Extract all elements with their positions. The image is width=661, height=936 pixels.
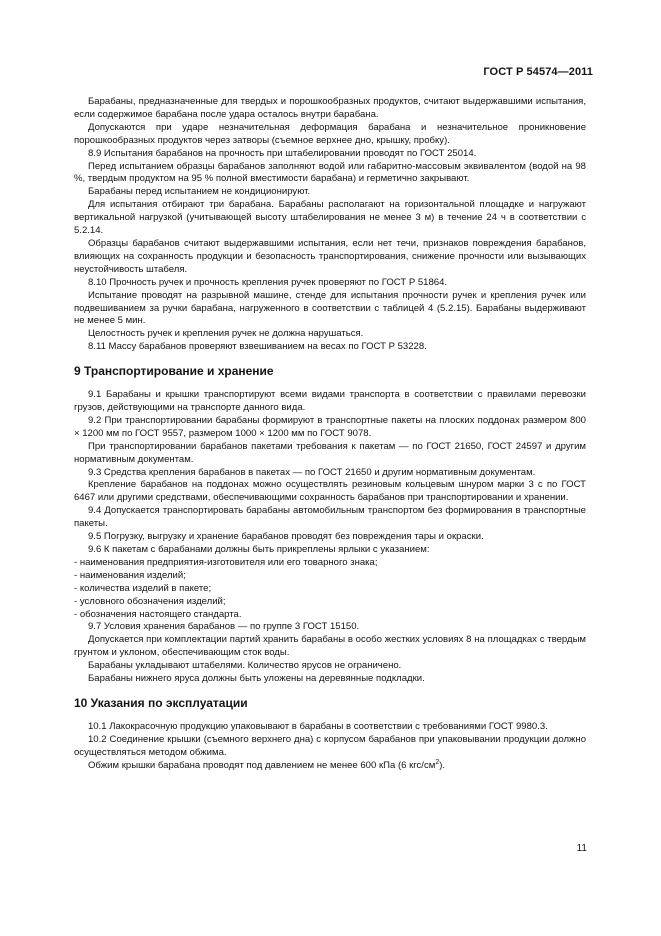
paragraph: 9.7 Условия хранения барабанов — по группе 3 ГОСТ 15150. bbox=[88, 621, 360, 633]
section-9-heading: 9 Транспортирование и хранение bbox=[74, 364, 274, 379]
paragraph: Перед испытанием образцы барабанов заполняют водой или габаритно-массовым эквивалентом (водой на 98 %, твердым продуктом на 95 % полной вместимости барабана) и герметично закрывают. bbox=[74, 160, 586, 185]
paragraph: 9.1 Барабаны и крышки транспортируют всеми видами транспорта в соответствии с правилами перевозки грузов, действующими на транспорте данного вида. bbox=[74, 389, 586, 414]
list-item: - количества изделий в пакете; bbox=[74, 582, 212, 594]
paragraph: 9.6 К пакетам с барабанами должны быть прикреплены ярлыки с указанием: bbox=[88, 544, 430, 555]
paragraph: Барабаны нижнего яруса должны быть уложены на деревянные подкладки. bbox=[88, 673, 425, 685]
paragraph: 8.11 Массу барабанов проверяют взвешиванием на весах по ГОСТ Р 53228. bbox=[88, 341, 427, 353]
paragraph: 8.9 Испытания барабанов на прочность при штабелировании проводят по ГОСТ 25014. bbox=[88, 147, 477, 159]
paragraph: Крепление барабанов на поддонах можно осуществлять резиновым кольцевым шнуром марки 3 с по ГОСТ 6467 или другими средствами, обеспечивающими сохранность барабанов при транспортировании и хранении. bbox=[74, 479, 586, 504]
paragraph: Допускается при комплектации партий хранить барабаны в особо жестких условиях 8 на площадках с твердым грунтом и уклоном, обеспечивающим сток воды. bbox=[74, 634, 586, 659]
paragraph: Барабаны перед испытанием не кондиционируют. bbox=[88, 186, 311, 198]
paragraph: Образцы барабанов считают выдержавшими испытания, если нет течи, признаков повреждения барабанов, влияющих на сохранность продукции и безопасность транспортирования, снижение прочности или вызывающих неустойчивость штабеля. bbox=[74, 237, 586, 275]
paragraph: 9.2 При транспортировании барабаны формируют в транспортные пакеты на плоских поддонах размером 800 × 1200 мм по ГОСТ 9557, размером 1000 × 1200 мм по ГОСТ 9078. bbox=[74, 414, 586, 439]
paragraph: 9.4 Допускается транспортировать барабаны автомобильным транспортом без формирования в транспортные пакеты. bbox=[74, 505, 586, 530]
pressure-text: Обжим крышки барабана проводят под давлением не менее 600 кПа (6 кгс/см bbox=[88, 759, 436, 771]
paragraph: 9.5 Погрузку, выгрузку и хранение барабанов проводят без повреждения тары и окраски. bbox=[88, 531, 484, 543]
list-item: - наименования изделий; bbox=[74, 569, 186, 581]
document-body bbox=[74, 96, 586, 773]
section-10-heading: 10 Указания по эксплуатации bbox=[74, 695, 248, 710]
paragraph: При транспортировании барабанов пакетами требования к пакетам — по ГОСТ 21650, ГОСТ 24597 и другим нормативным документам. bbox=[74, 440, 586, 465]
list-item: - условного обозначения изделий; bbox=[74, 595, 226, 607]
paragraph: 9.3 Средства крепления барабанов в пакетах — по ГОСТ 21650 и другим нормативным документам. bbox=[88, 466, 536, 478]
paragraph: Барабаны укладывают штабелями. Количество ярусов не ограничено. bbox=[88, 660, 402, 672]
pressure-tail: ). bbox=[439, 759, 446, 771]
paragraph: Барабаны, предназначенные для твердых и порошкообразных продуктов, считают выдержавшими испытания, если содержимое барабана после удара осталось внутри барабана. bbox=[74, 96, 586, 120]
paragraph: 10.2 Соединение крышки (съемного верхнего дна) с корпусом барабанов при упаковывании продукции должно осуществляться методом обжима. bbox=[74, 733, 586, 758]
list-item: - обозначения настоящего стандарта. bbox=[74, 608, 242, 620]
paragraph: 8.10 Прочность ручек и прочность крепления ручек проверяют по ГОСТ Р 51864. bbox=[88, 276, 448, 288]
paragraph: Целостность ручек и крепления ручек не должна нарушаться. bbox=[88, 328, 364, 340]
paragraph: 10.1 Лакокрасочную продукцию упаковывают в барабаны в соответствии с требованиями ГОСТ 9980.3. bbox=[88, 720, 548, 732]
standard-code-header: ГОСТ Р 54574—2011 bbox=[483, 66, 593, 78]
paragraph-last bbox=[74, 760, 586, 773]
list-item: - наименования предприятия-изготовителя или его товарного знака; bbox=[74, 556, 378, 568]
paragraph: Испытание проводят на разрывной машине, стенде для испытания прочности ручек и крепления ручек или подвешиванием за ручки барабана, нагруженного в соответствии с таблицей 4 (5.2.15). Барабаны выдерживают не менее 5 мин. bbox=[74, 289, 586, 327]
page-number: 11 bbox=[576, 843, 587, 854]
paragraph: Для испытания отбирают три барабана. Барабаны располагают на горизонтальной площадке и нагружают вертикальной нагрузкой (учитывающей высоту штабелирования не менее 3 м) в течение 24 ч в соответствии с 5.2.14. bbox=[74, 199, 586, 237]
paragraph: Допускаются при ударе незначительная деформация барабана и незначительное проникновение порошкообразных продуктов через затворы (съемное верхнее дно, крышку, пробку). bbox=[74, 121, 586, 146]
superscript: 2 bbox=[435, 758, 440, 766]
